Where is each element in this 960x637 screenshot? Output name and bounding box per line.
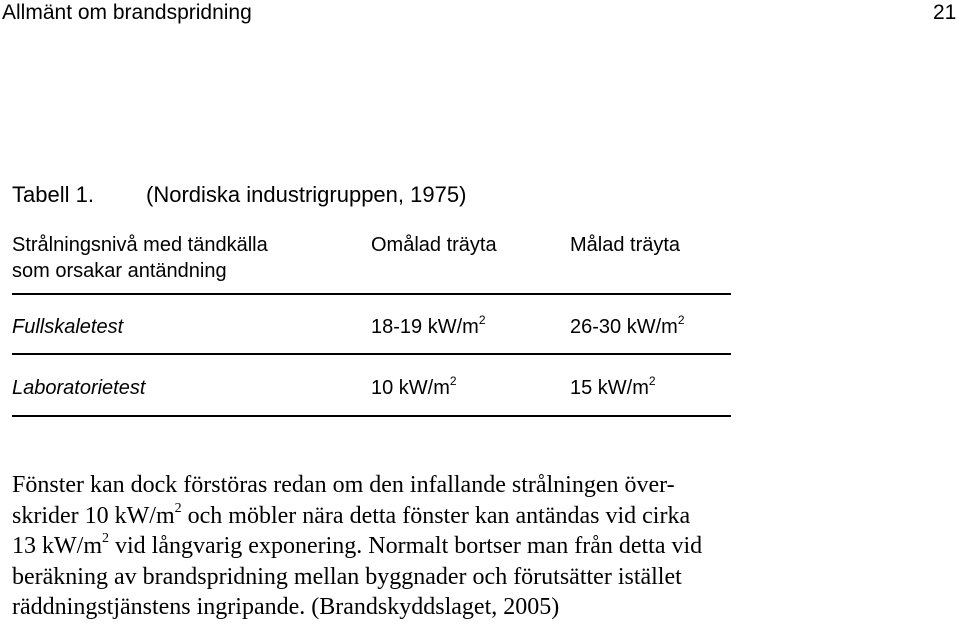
cell-fullscale-painted: 26-30 $kW/m^2$ [570,313,685,338]
table-label: Tabell 1. [12,182,94,207]
column-header-painted-wood: Målad träyta [570,234,681,256]
row-label-fullscale: Fullskaletest [12,316,124,338]
cell-fullscale-unpainted: 18-19 $kW/m^2$ [371,313,486,338]
table-source: (Nordiska industrigruppen, 1975) [146,182,467,207]
row-label-laboratory: Laboratorietest [12,377,146,399]
paragraph-line-2: skrider 10 $kW/m^2$ och möbler nära detta fönster kan antändas vid cirka [12,500,691,529]
page-number: 21 [933,1,957,24]
table-rule-row1 [12,353,731,355]
cell-laboratory-unpainted: 10 $kW/m^2$ [371,374,457,399]
column-header-unpainted-wood: Omålad träyta [371,234,497,256]
table-rule-bottom [12,415,731,417]
table-rule-header [12,293,731,295]
paragraph-line-4: beräkning av brandspridning mellan byggnader och förutsätter istället [12,563,682,590]
running-header-title: Allmänt om brandspridning [2,1,252,24]
paragraph-line-3: 13 $kW/m^2$ vid långvarig exponering. Normalt bortser man från detta vid [12,531,703,559]
column-header-radiation-level-line2: som orsakar antändning [12,260,227,282]
paragraph-line-5: räddningstjänstens ingripande. (Brandskyddslaget, 2005) [12,594,560,620]
body-paragraph [12,470,957,623]
column-header-radiation-level-line1: Strålningsnivå med tändkälla [12,234,268,256]
column-header-radiation-level [12,232,268,284]
cell-laboratory-painted: 15 $kW/m^2$ [570,374,656,399]
paragraph-line-1: Fönster kan dock förstöras redan om den infallande strålningen över- [12,472,675,498]
